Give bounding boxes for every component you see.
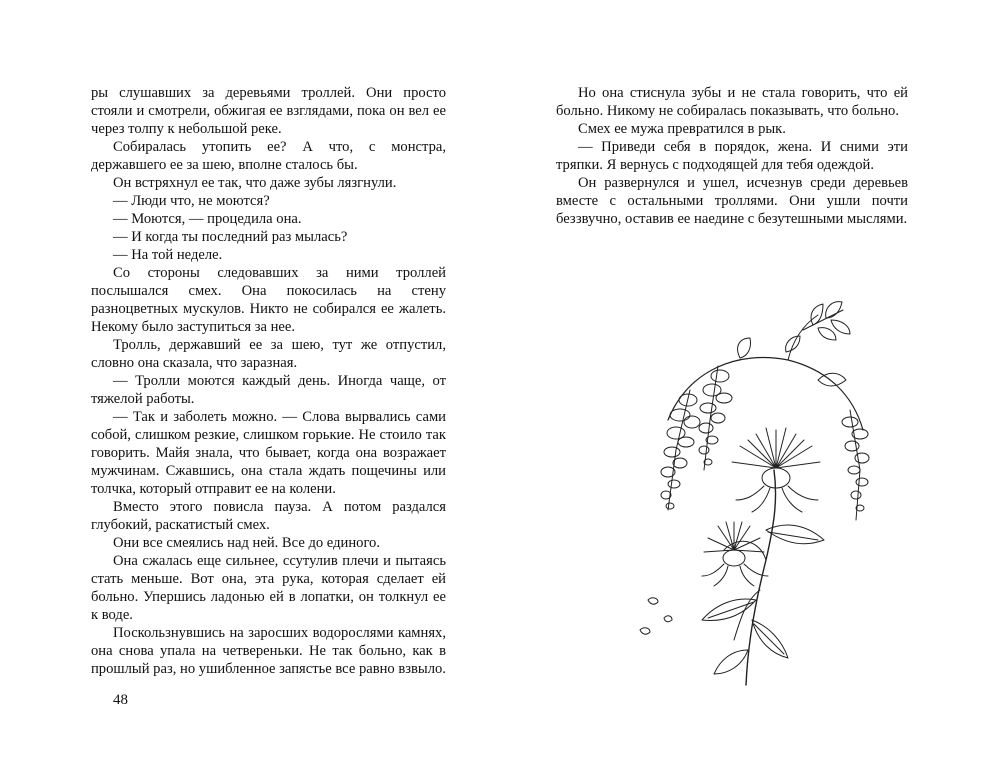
paragraph: ры слушавших за деревьями троллей. Они просто стояли и смотрели, обжигая ее взглядами, пока он вел ее через толпу к небольшой реке. — [91, 85, 446, 137]
paragraph: Тролль, державший ее за шею, тут же отпустил, словно она сказала, что заразная. — [91, 337, 446, 371]
paragraph: — И когда ты последний раз мылась? — [113, 229, 348, 245]
paragraph: — Приведи себя в порядок, жена. И сними эти тряпки. Я вернусь с подходящей для тебя одеждой. — [556, 139, 908, 173]
paragraph: — Моются, — процедила она. — [113, 211, 302, 227]
left-page-text — [91, 84, 446, 678]
paragraph: — На той неделе. — [113, 247, 223, 263]
paragraph: Но она стиснула зубы и не стала говорить, что ей больно. Никому не собиралась показывать, что больно. — [556, 85, 908, 119]
right-page-text — [556, 84, 908, 228]
page-number: 48 — [113, 692, 128, 708]
paragraph: Он встряхнул ее так, что даже зубы лязгнули. — [113, 175, 397, 191]
paragraph: — Так и заболеть можно. — Слова вырвались сами собой, слишком резкие, слишком горькие. Не стоило так говорить. Майя знала, что бывает, когда она возражает мужчинам. Сжавшись, она стала ждать пощечины или толчка, который отправит ее на колени. — [91, 409, 446, 497]
paragraph: Со стороны следовавших за ними троллей послышался смех. Она покосилась на стену разноцветных мускулов. Никто не собирался ее жалеть. Некому было заступиться за нее. — [91, 265, 446, 335]
paragraph: Они все смеялись над ней. Все до единого. — [113, 535, 381, 551]
paragraph: — Люди что, не моются? — [113, 193, 270, 209]
paragraph: Вместо этого повисла пауза. А потом раздался глубокий, раскатистый смех. — [91, 499, 446, 533]
paragraph: Она сжалась еще сильнее, ссутулив плечи и пытаясь стать меньше. Вот она, эта рука, которая сделает ей больно. Упершись ладонью ей в лопатки, он толкнул ее к воде. — [91, 553, 446, 623]
paragraph: Он развернулся и ушел, исчезнув среди деревьев вместе с остальными троллями. Они ушли почти беззвучно, оставив ее наедине с безутешными мыслями. — [556, 175, 908, 227]
paragraph: Собиралась утопить ее? А что, с монстра, державшего ее за шею, вполне сталось бы. — [91, 139, 446, 173]
paragraph: — Тролли моются каждый день. Иногда чаще, от тяжелой работы. — [91, 373, 446, 407]
wisteria-and-thistle-flower-drawing-icon — [628, 300, 888, 690]
paragraph: Поскользнувшись на заросших водорослями камнях, она снова упала на четвереньки. Не так больно, как в прошлый раз, но ушибленное запястье все равно взвыло. — [91, 625, 446, 677]
paragraph: Смех ее мужа превратился в рык. — [578, 121, 786, 137]
